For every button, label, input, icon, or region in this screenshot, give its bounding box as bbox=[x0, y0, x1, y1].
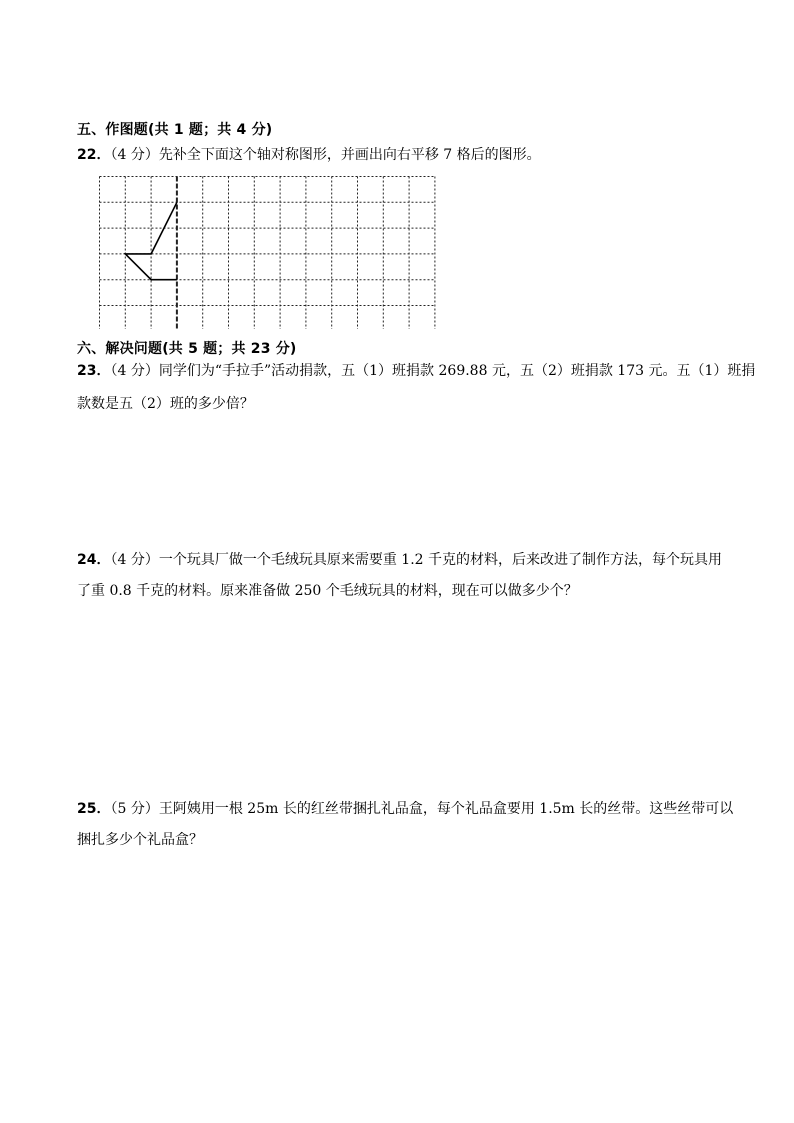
question-number: 23． bbox=[77, 363, 111, 379]
question-line: 捆扎多少个礼品盒？ bbox=[77, 832, 203, 848]
section6-title: 六、解决问题(共 5 题；共 23 分) bbox=[77, 341, 297, 357]
question-text: （4 分）先补全下面这个轴对称图形，并画出向右平移 7 格后的图形。 bbox=[110, 147, 541, 163]
section5-title: 五、作图题(共 1 题；共 4 分) bbox=[77, 122, 273, 138]
question-line: 款数是五（2）班的多少倍？ bbox=[77, 396, 254, 412]
question-number: 22． bbox=[77, 147, 111, 163]
question-22 bbox=[77, 145, 541, 165]
question-line: 了重 0.8 千克的材料。原来准备做 250 个毛绒玩具的材料，现在可以做多少个？ bbox=[77, 583, 578, 599]
question-number: 24． bbox=[77, 552, 111, 568]
question-line bbox=[77, 361, 755, 381]
question-text: （4 分）同学们为“手拉手”活动捐款，五（1）班捐款 269.88 元，五（2）班捐款 173 元。五（1）班捐 bbox=[110, 363, 756, 379]
question-line bbox=[77, 550, 722, 570]
question-text: （4 分）一个玩具厂做一个毛绒玩具原来需要重 1.2 千克的材料，后来改进了制作方法，每个玩具用 bbox=[110, 552, 723, 568]
question-text: （5 分）王阿姨用一根 25m 长的红丝带捆扎礼品盒，每个礼品盒要用 1.5m 长的丝带。这些丝带可以 bbox=[110, 801, 734, 817]
question-number: 25． bbox=[77, 801, 111, 817]
grid-figure bbox=[98, 175, 440, 329]
question-line bbox=[77, 799, 733, 819]
